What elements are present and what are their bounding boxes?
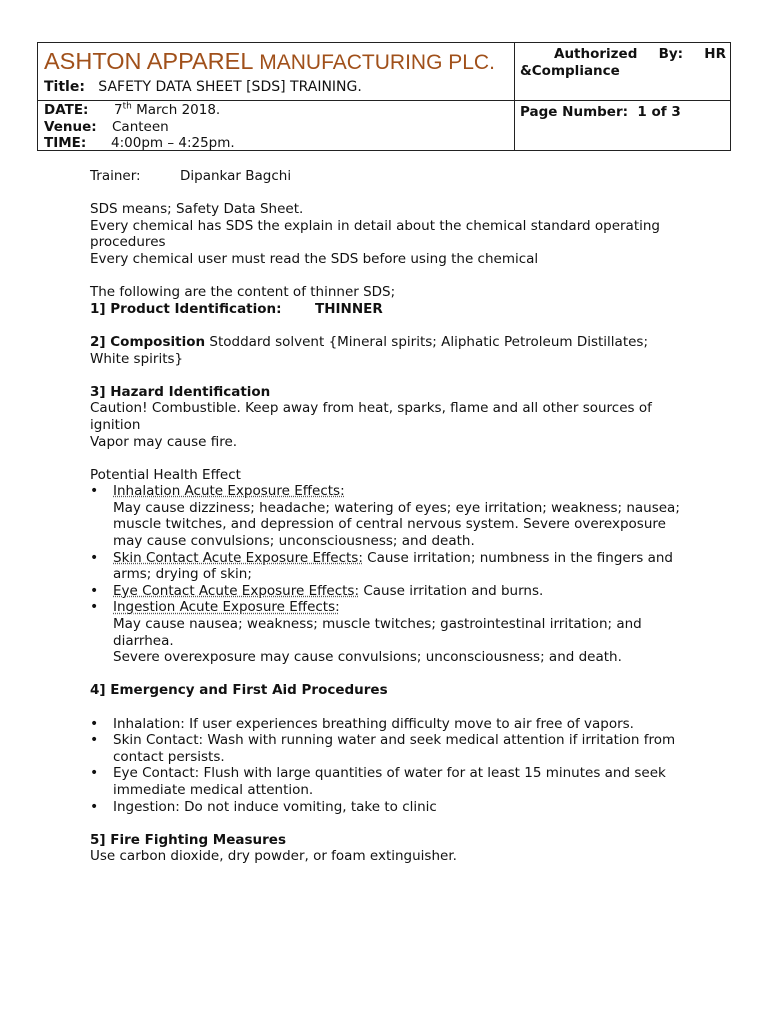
effect-text: Severe overexposure may cause convulsions; unconsciousness; and death.	[113, 649, 622, 666]
section-heading: 5] Fire Fighting Measures	[90, 831, 287, 848]
list-item	[90, 732, 690, 765]
first-aid-text: Inhalation: If user experiences breathing difficulty move to air free of vapors.	[113, 715, 634, 732]
header-row-divider	[38, 100, 730, 101]
authorized-label: Authorized	[554, 46, 638, 62]
section-heading: 2] Composition	[90, 333, 206, 350]
effect-text: May cause nausea; weakness; muscle twitches; gastrointestinal irritation; and diarrhea.	[113, 616, 642, 649]
section-heading: 1] Product Identification:	[90, 300, 282, 317]
product-name: THINNER	[315, 300, 383, 317]
effect-heading: Eye Contact Acute Exposure Effects:	[113, 582, 360, 599]
authorized-by-word: By:	[658, 46, 684, 62]
effect-text: Cause irritation and burns.	[359, 582, 544, 599]
list-item	[90, 550, 690, 583]
date-value: March 2018.	[131, 102, 221, 118]
section-product-identification	[90, 301, 690, 318]
bullet-icon: •	[90, 715, 99, 732]
venue-value: Canteen	[112, 118, 169, 135]
intro-line: Every chemical has SDS the explain in detail about the chemical standard operating procedures	[90, 217, 660, 251]
fire-fighting-text: Use carbon dioxide, dry powder, or foam extinguisher.	[90, 848, 457, 865]
section-heading: 3] Hazard Identification	[90, 383, 271, 400]
company-name	[44, 48, 495, 75]
section-heading: 4] Emergency and First Aid Procedures	[90, 682, 388, 699]
bullet-icon: •	[90, 798, 99, 815]
authorized-by	[520, 46, 726, 80]
bullet-icon: •	[90, 582, 99, 599]
bullet-icon: •	[90, 483, 99, 500]
composition-text: Stoddard solvent {Mineral spirits; Aliphatic Petroleum Distillates; White spirits}	[90, 333, 649, 367]
list-item	[90, 765, 690, 798]
header-table	[37, 42, 731, 151]
health-effect-list	[90, 483, 690, 666]
list-item	[90, 599, 690, 665]
company-name-suffix: MANUFACTURING PLC.	[259, 51, 495, 74]
first-aid-text: Ingestion: Do not induce vomiting, take to clinic	[113, 798, 437, 815]
section-composition	[90, 334, 690, 367]
hazard-line: Caution! Combustible. Keep away from heat, sparks, flame and all other sources of ignition	[90, 400, 652, 433]
time-label: TIME:	[44, 135, 87, 151]
session-info	[44, 102, 235, 152]
date-day: 7	[114, 102, 123, 118]
time-row	[44, 135, 235, 152]
authorized-hr: HR	[704, 46, 726, 62]
trainer-label: Trainer:	[90, 168, 141, 184]
document-body	[90, 168, 690, 865]
date-row	[44, 102, 235, 119]
page-number	[520, 104, 681, 120]
authorized-value: &Compliance	[520, 63, 620, 79]
page-number-value: 1 of 3	[637, 104, 681, 120]
effect-text: May cause dizziness; headache; watering of eyes; eye irritation; weakness; nausea; muscle twitches, and depression of central nervous system. Severe overexposure may cause convulsions; unconsciousness; and death.	[113, 499, 680, 550]
list-item	[90, 583, 690, 600]
trainer-name: Dipankar Bagchi	[180, 168, 292, 184]
date-suffix: th	[122, 101, 132, 112]
trainer-line	[90, 168, 690, 185]
effect-heading: Skin Contact Acute Exposure Effects:	[113, 549, 363, 566]
bullet-icon: •	[90, 549, 99, 566]
effect-text: Cause irritation; numbness in the fingers and arms; drying of skin;	[113, 549, 674, 583]
first-aid-list	[90, 716, 690, 816]
intro-line: Every chemical user must read the SDS before using the chemical	[90, 250, 539, 267]
venue-row	[44, 119, 235, 136]
first-aid-text: Eye Contact: Flush with large quantities of water for at least 15 minutes and seek immediate medical attention.	[113, 765, 666, 798]
hazard-line: Vapor may cause fire.	[90, 433, 238, 450]
company-name-primary: ASHTON APPAREL	[44, 48, 254, 74]
bullet-icon: •	[90, 765, 99, 782]
content-intro: The following are the content of thinner SDS;	[90, 284, 396, 301]
venue-label: Venue:	[44, 118, 97, 135]
health-effect-title: Potential Health Effect	[90, 466, 241, 483]
effect-heading: Inhalation Acute Exposure Effects:	[113, 483, 345, 500]
bullet-icon: •	[90, 599, 99, 616]
list-item	[90, 483, 690, 549]
authorized-line	[520, 46, 726, 63]
page-number-label: Page Number:	[520, 104, 629, 120]
list-item	[90, 716, 690, 733]
document-title	[44, 79, 362, 95]
title-value: SAFETY DATA SHEET [SDS] TRAINING.	[98, 79, 362, 95]
first-aid-text: Skin Contact: Wash with running water and seek medical attention if irritation from contact persists.	[113, 732, 676, 765]
header-column-divider	[514, 43, 515, 150]
time-value: 4:00pm – 4:25pm.	[111, 135, 235, 151]
bullet-icon: •	[90, 732, 99, 749]
title-label: Title:	[44, 79, 85, 95]
date-label: DATE:	[44, 102, 89, 118]
effect-heading: Ingestion Acute Exposure Effects:	[113, 599, 340, 616]
intro-line: SDS means; Safety Data Sheet.	[90, 201, 304, 218]
list-item	[90, 799, 690, 816]
